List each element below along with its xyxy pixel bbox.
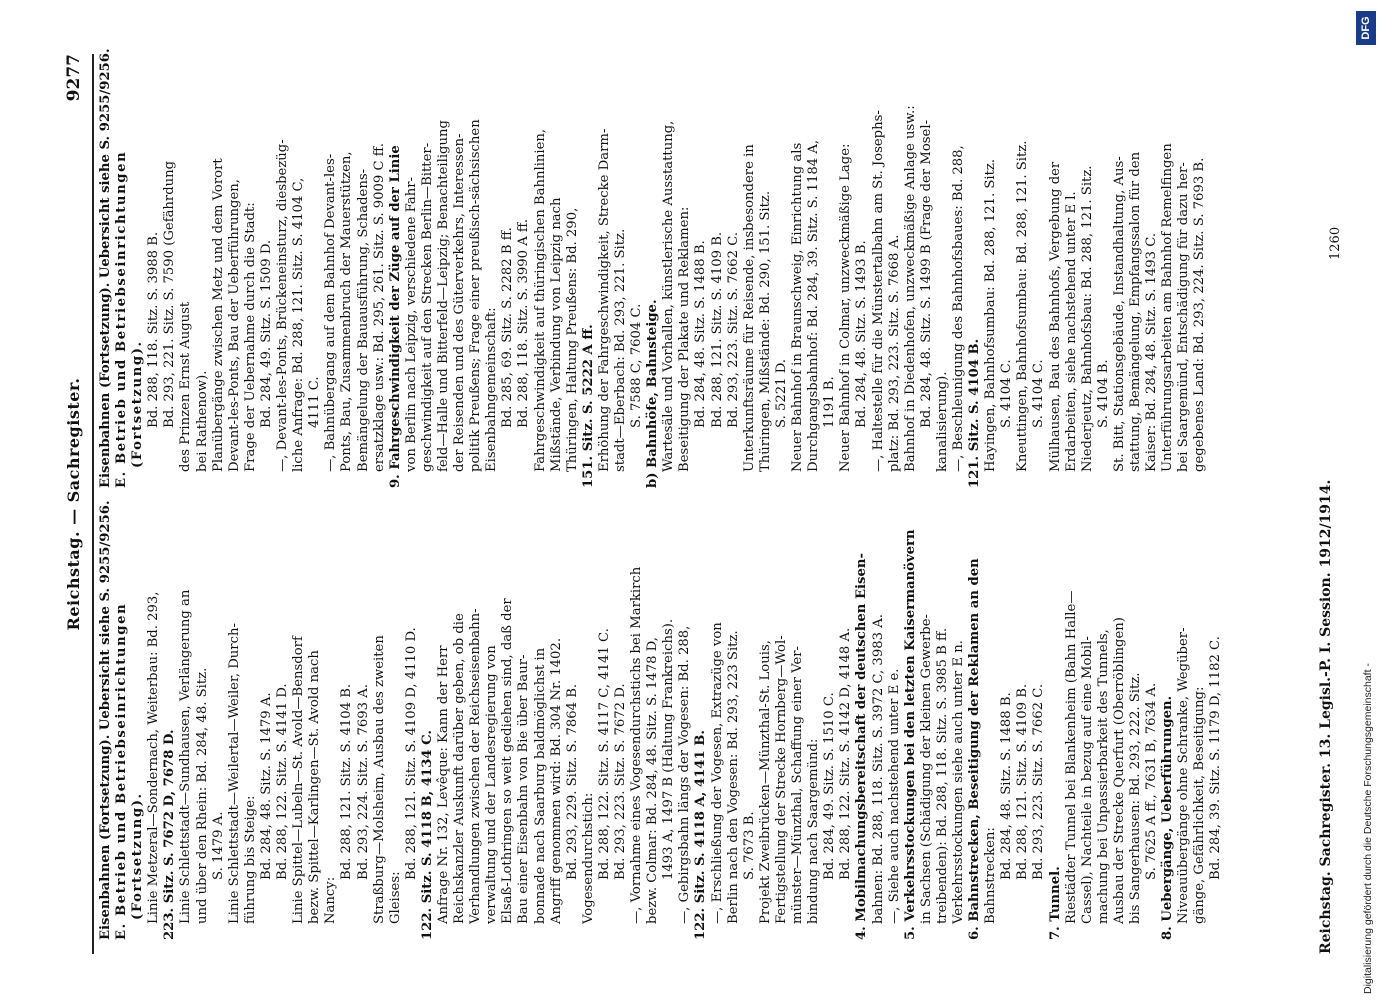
index-line: Bd. 284, 39. Sitz. S. 1179 D, 1182 C. (1208, 636, 1224, 880)
index-line: gänge, Gefährlichkeit, Beseitigung: (1192, 686, 1208, 924)
index-line: bahnen: Bd. 288, 118. Sitz. S. 3972 C, 3983 A. (870, 614, 886, 924)
dfg-logo: DFG (1356, 11, 1376, 45)
index-line: Linie Metzeral—Sondernach, Weiterbau: Bd. 293, (146, 591, 162, 924)
index-line: des Prinzen Ernst August (178, 301, 194, 472)
index-line: Beseitigung der Plakate und Reklamen: (677, 206, 693, 472)
index-line: Angriff genommen wird: Bd. 304 Nr. 1402. (548, 637, 564, 924)
index-line: Bd. 293, 223. Sitz. S. 7662 C. (725, 231, 741, 428)
index-line: Bd. 293, 224. Sitz. S. 7693 A. (355, 684, 371, 880)
index-line: —, Siehe auch nachstehend unter E e. (886, 668, 902, 924)
index-line: Neuer Bahnhof in Braunschweig, Einrichtung als (790, 142, 806, 472)
index-line: verwaltung und der Landesregierung von (484, 645, 500, 924)
index-line: S. 7625 A ff., 7631 B, 7634 A. (1144, 682, 1160, 880)
index-line: bonnade nach Saarburg baldmöglichst in (532, 647, 548, 924)
index-line: Bd. 288, 118. Sitz. S. 3990 A ff. (516, 218, 532, 428)
index-line: Reichskanzler Auskunft darüber geben, ob die (452, 613, 468, 924)
index-line: Bahnhof in Diedenhofen, unzweckmäßige Anlage usw.: (902, 105, 918, 472)
index-line: Fahrgeschwindigkeit auf thüringischen Bahnlinien, (532, 128, 548, 472)
index-line: feld—Halle und Bitterfeld—Leipzig; Benachteiligung (435, 120, 451, 472)
index-line: münster—Münzthal, Schaffung einer Ver- (790, 645, 806, 924)
index-line: Bd. 293, 221. Sitz. S. 7590 (Gefährdung (162, 160, 178, 428)
index-line: geschwindigkeit auf den Strecken Berlin—Bitter- (419, 142, 435, 472)
index-line: liche Anfrage: Bd. 288, 121. Sitz. S. 4104 C, (291, 177, 307, 472)
index-line: —, Vornahme eines Vogesendurchstichs bei Markirch (629, 566, 645, 924)
index-line: Bd. 293, 223. Sitz. S. 7672 D. (613, 683, 628, 880)
index-line: Niederjeutz, Bahnhofsbau: Bd. 288, 121. Sitz. (1079, 165, 1095, 472)
index-line: S. 4104 C. (999, 359, 1015, 428)
index-line: Bd. 284, 49. Sitz. S. 1509 D. (258, 239, 274, 428)
index-line: Bemängelung der Bauausführung, Schadens- (355, 168, 371, 472)
index-line: Linie Spittel—Lubeln—St. Avold—Bensdorf (291, 636, 307, 924)
index-line: Unterkunftsräume für Reisende, insbesondere in (741, 144, 757, 472)
index-line: bezw. Colmar: Bd. 284, 48. Sitz. S. 1478 D, (645, 637, 661, 924)
index-line: Riestädter Tunnel bei Blankenheim (Bahn Halle— (1063, 590, 1079, 924)
index-line: Eisenbahngemeinschaft: (484, 307, 500, 472)
index-line: Hayingen, Bahnhofsumbau: Bd. 288, 121. Sitz. (983, 158, 999, 472)
index-line: ersatzklage usw.: Bd. 295, 261. Sitz. S. 9009 C ff. (371, 143, 387, 472)
index-line: Projekt Zweibrücken—Münzthal-St. Louis, (757, 640, 773, 924)
index-line: E. Betrieb und Betriebseinrichtungen (Fortsetzung). (114, 150, 146, 488)
index-line: Devant-les-Ponts, Bau der Ueberführungen, (226, 179, 242, 472)
index-line: stadt—Eberbach: Bd. 293, 221. Sitz. (613, 228, 628, 472)
index-line: S. 5221 D. (773, 359, 789, 428)
index-line: Bd. 293, 223. Sitz. S. 7662 C. (1031, 683, 1047, 880)
index-line: stattung, Bemängelung, Empfangssalon für den (1128, 151, 1143, 472)
left-column (98, 500, 1225, 940)
index-line: Verhandlungen zwischen der Reichseisenbahn- (468, 608, 484, 924)
index-line: Eisenbahnen (Fortsetzung). Uebersicht siehe S. 9255/9256. (98, 48, 113, 488)
index-line: und über den Rhein: Bd. 284, 48. Sitz. (194, 667, 210, 924)
index-line: Bd. 284, 48. Sitz. S. 1488 B. (999, 692, 1015, 880)
index-line: treibenden): Bd. 288, 118. Sitz. S. 3985 B ff. (934, 627, 950, 924)
index-line: Kaiser: Bd. 284, 48. Sitz. S. 1493 C. (1144, 232, 1160, 472)
index-line: Bd. 284, 48. Sitz. S. 1493 B. (854, 240, 870, 428)
index-line: gegebenes Land: Bd. 293, 224. Sitz. S. 7693 B. (1192, 157, 1208, 472)
index-line: 5. Verkehrsstockungen bei den letzten Kaisermanövern (902, 529, 918, 940)
index-line: 122. Sitz. S. 4118 B, 4134 C. (419, 729, 435, 940)
index-line: von Berlin nach Leipzig, verschiedene Fahr- (403, 177, 419, 472)
index-line: 4. Mobilmachungsbereitschaft der deutschen Eisen- (854, 553, 870, 940)
index-line: Gleises: (387, 871, 403, 924)
index-line: 6. Bahnstrecken, Beseitigung der Reklamen an den (967, 558, 983, 940)
index-line: —, Erschließung der Vogesen, Extrazüge von (709, 622, 725, 924)
index-line: Unterführungsarbeiten am Bahnhof Remelfingen (1160, 143, 1176, 472)
index-line: 1191 B. (822, 376, 838, 428)
footer-line: Reichstag. Sachregister. 13. Legisl.-P. I. Session. 1912/1914. (1318, 479, 1334, 954)
index-line: in Sachsen (Schädigung der kleinen Gewerbe- (918, 614, 934, 924)
digitization-credit: Digitalisierung gefördert durch die Deutsche Forschungsgemeinschaft - (1362, 663, 1374, 994)
index-line: Verkehrsstockungen siehe auch unter E n. (950, 640, 966, 924)
index-line: politik Preußens; Frage einer preußisch-sächsischen (468, 119, 484, 472)
index-line: kanalisierung). (934, 371, 950, 472)
index-line: bezw. Spittel—Karlingen—St. Avold nach (307, 650, 323, 924)
index-line: Linie Schlettstadt—Sundhausen, Verlängerung an (178, 589, 194, 924)
index-line: 122. Sitz. S. 4118 A, 4141 B. (693, 730, 709, 940)
index-line: Bd. 288, 121. Sitz. S. 4104 B. (339, 683, 355, 880)
index-line: Ausbau der Strecke Querfurt (Oberröblingen) (1111, 617, 1127, 924)
index-line: bindung nach Saargemünd: (806, 738, 822, 924)
right-column (98, 48, 1208, 488)
index-line: Eisenbahnen (Fortsetzung). Uebersicht siehe S. 9255/9256. (98, 500, 113, 940)
index-line: Nancy: (323, 876, 339, 924)
index-line: führung bis Steige: (242, 795, 258, 924)
index-line: —, Beschleunigung des Bahnhofsbaues: Bd. 288, (950, 145, 966, 472)
index-line: bis Sangerhausen: Bd. 293, 222. Sitz. (1128, 672, 1143, 924)
index-line: Bd. 288, 121. Sitz. S. 4109 B. (709, 231, 725, 428)
index-line: 7. Tunnel. (1047, 866, 1063, 940)
index-line: Bahnstrecken: (983, 827, 999, 924)
index-line: Elsaß-Lothringen so weit gediehen sind, daß der (500, 598, 516, 924)
index-line: Niveauübergänge ohne Schranke, Wegüber- (1176, 627, 1192, 924)
running-head: Reichstag. — Sachregister. (64, 377, 83, 631)
index-line: Durchgangsbahnhof: Bd. 284, 39. Sitz. S. 1184 A, (806, 139, 822, 472)
index-line: —, Devant-les-Ponts, Brückeneinsturz, diesbezüg- (275, 139, 291, 472)
index-line: Bd. 288, 121. Sitz. S. 4109 D, 4110 D. (403, 627, 419, 880)
index-line: —, Gebirgsbahn längs der Vogesen: Bd. 288, (677, 625, 693, 924)
index-line: 223. Sitz. S. 7672 D, 7678 D. (162, 729, 178, 940)
index-line: Bd. 288, 122. Sitz. S. 4117 C, 4141 C. (596, 628, 612, 880)
page-number: 9277 (64, 54, 84, 102)
index-line: Bd. 284, 48. Sitz. S. 1488 B. (693, 240, 709, 428)
index-line: Linie Schlettstadt—Weilertal—Weiler, Durch- (226, 623, 242, 924)
index-line: Bd. 284, 49. Sitz. S. 1510 C. (822, 692, 838, 880)
index-line: Thüringen, Haltung Preußens: Bd. 290, (564, 207, 580, 472)
index-line: machung bei Unpassierbarkeit des Tunnels, (1095, 629, 1111, 924)
index-line: Berlin nach den Vogesen: Bd. 293, 223 Sitz. (725, 630, 741, 924)
index-line: 121. Sitz. S. 4104 B. (967, 338, 983, 488)
index-line: Frage der Uebernahme durch die Stadt: (242, 202, 258, 472)
page-header (62, 54, 90, 954)
header-rule (92, 54, 94, 954)
index-line: Mülhausen, Bau des Bahnhofs, Vergebung der (1047, 161, 1063, 472)
index-line: Planübergänge zwischen Metz und dem Vorort (210, 158, 226, 472)
index-line: Bd. 284, 48. Sitz. S. 1499 B (Frage der Mosel- (918, 119, 934, 428)
index-line: der Reisenden und des Güterverkehrs, Interessen- (452, 133, 468, 472)
index-line: 9. Fahrgeschwindigkeit der Züge auf der Linie (387, 145, 403, 488)
index-line: Mißstände, Verbindung von Leipzig nach (548, 197, 564, 472)
index-line: S. 7588 C, 7604 C. (629, 303, 645, 428)
index-line: b) Bahnhöfe, Bahnsteige. (645, 299, 661, 488)
index-line: bei Saargemünd, Entschädigung für dazu her- (1176, 162, 1192, 472)
index-line: Erhöhung der Fahrgeschwindigkeit, Strecke Darm- (596, 128, 612, 472)
index-line: —, Haltestelle für die Münstertalbahn am St. Josephs- (870, 110, 886, 472)
index-line: Cassel), Nachteile in bezug auf eine Mobil- (1079, 636, 1095, 924)
index-line: Bd. 288, 121. Sitz. S. 4109 B. (1015, 683, 1031, 880)
index-line: Thüringen, Mißstände: Bd. 290, 151. Sitz. (757, 190, 773, 472)
index-line: Wartesäle und Vorhallen, künstlerische Ausstattung, (661, 120, 677, 472)
index-line: Erdarbeiten, siehe nachstehend unter E l. (1063, 191, 1079, 472)
index-line: Bau einer Eisenbahn von Bie über Baur- (516, 654, 532, 924)
index-line: E. Betrieb und Betriebseinrichtungen (Fortsetzung). (114, 602, 146, 940)
index-line: —, Bahnübergang auf dem Bahnhof Devant-les- (323, 153, 339, 472)
index-line: Fertigstellung der Strecke Hornberg—Wol- (773, 635, 789, 924)
index-line: platz: Bd. 293, 223. Sitz. S. 7668 A. (886, 234, 902, 472)
index-line: 1493 A, 1497 B (Haltung Frankreichs). (661, 618, 677, 880)
index-line: Bd. 288, 122. Sitz. S. 4141 D. (275, 683, 291, 880)
index-line: Bd. 285, 69. Sitz. S. 2282 B ff. (500, 227, 516, 428)
index-line: St. Bitt, Stationsgebäude, Instandhaltung, Aus- (1111, 156, 1127, 472)
signature-mark: 1260 (1328, 226, 1343, 260)
index-line: Straßburg—Molsheim, Ausbau des zweiten (371, 635, 387, 924)
index-line: Bd. 288, 122. Sitz. S. 4142 D, 4148 A. (838, 627, 854, 880)
index-line: S. 7673 B. (741, 811, 757, 880)
index-line: Bd. 293, 229. Sitz. S. 7864 B. (564, 683, 580, 880)
index-line: S. 1479 A. (210, 811, 226, 880)
index-line: Bd. 284, 48. Sitz. S. 1479 A. (258, 692, 274, 880)
index-line: Anfrage Nr. 132, Levêque: Kann der Herr (435, 645, 451, 924)
index-line: 151. Sitz. S. 5222 A ff. (580, 324, 596, 488)
index-line: S. 4104 C. (1031, 359, 1047, 428)
index-line: bei Rathenow). (194, 370, 210, 472)
index-line: 4111 C. (307, 376, 323, 428)
index-line: Bd. 288, 118. Sitz. S. 3988 B. (146, 231, 162, 428)
index-line: 8. Uebergänge, Ueberführungen. (1160, 695, 1176, 940)
index-line: Vogesendurchstich: (580, 792, 596, 924)
index-line: S. 4104 B. (1095, 359, 1111, 428)
index-line: Neuer Bahnhof in Colmar, unzweckmäßige Lage: (838, 143, 854, 472)
index-line: Kneuttingen, Bahnhofsumbau: Bd. 288, 121. Sitz. (1015, 140, 1031, 472)
index-line: Ponts, Bau, Zusammenbruch der Mauerstützen, (339, 151, 355, 472)
